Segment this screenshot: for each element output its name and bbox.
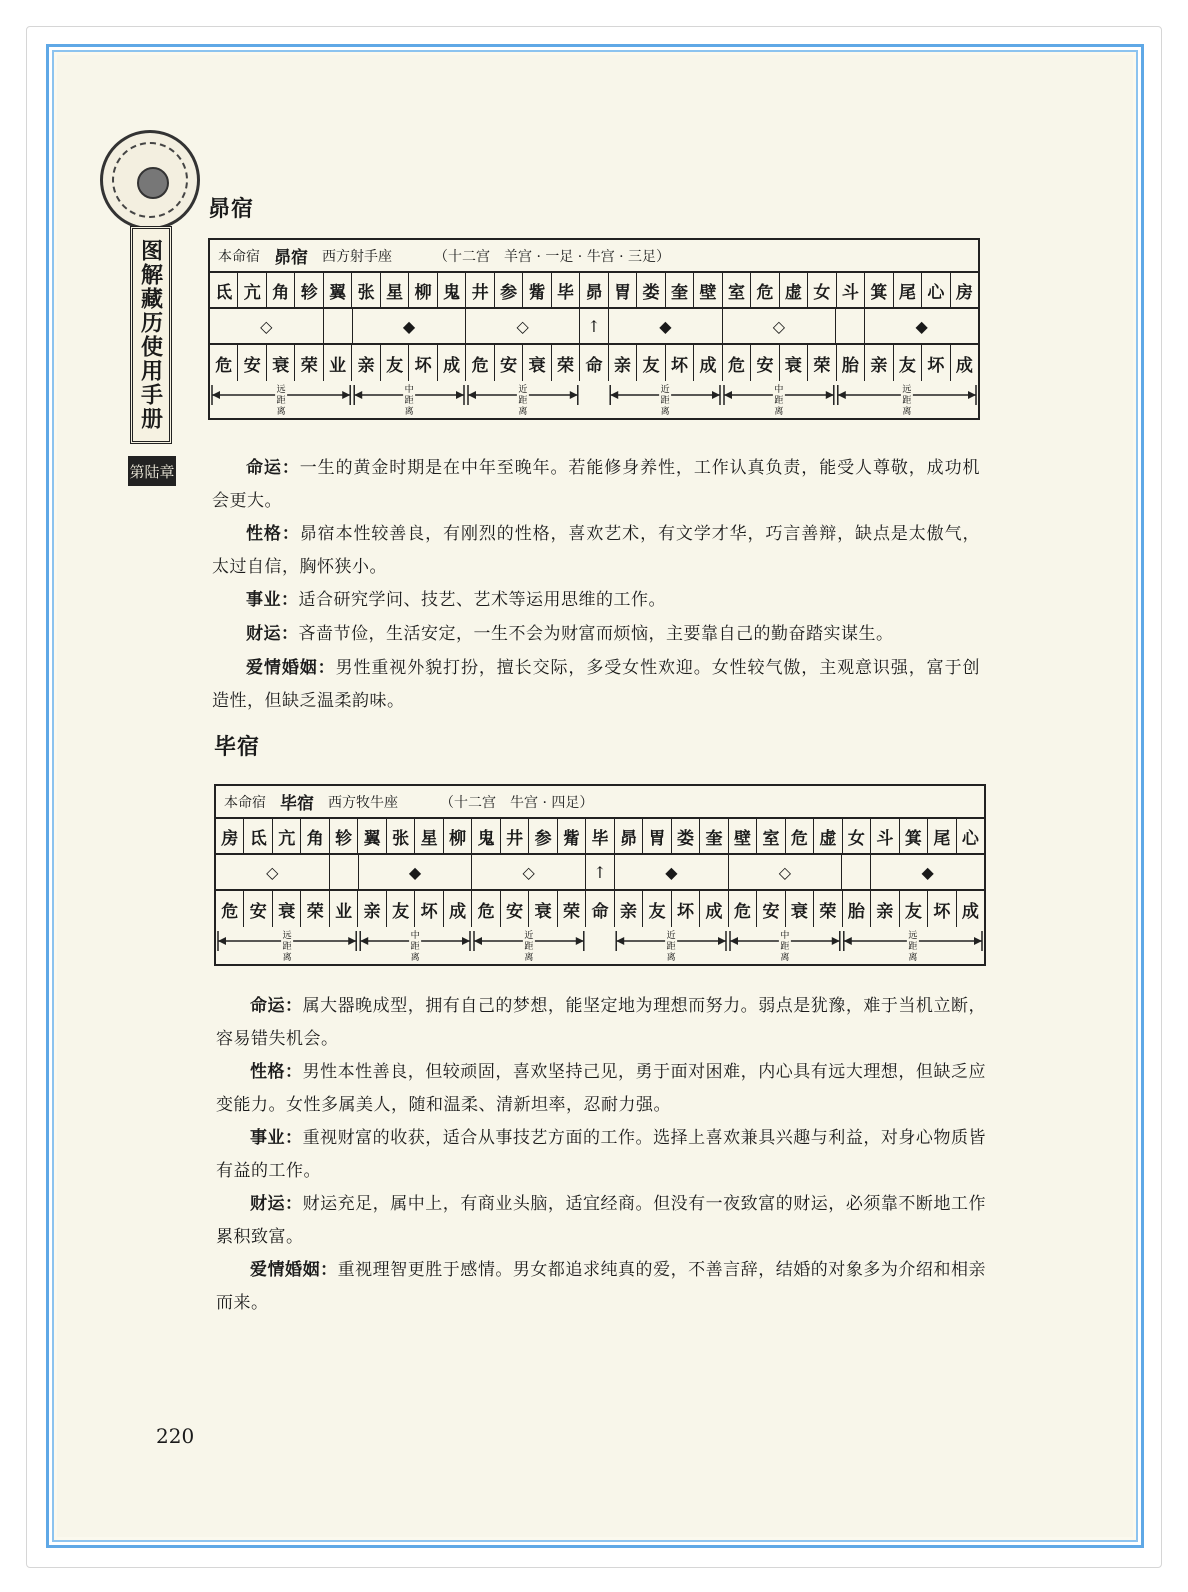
relation-cell: 友 [900, 891, 928, 927]
mansion-cell: 房 [216, 819, 244, 853]
distance-label: 近距离 [524, 931, 534, 963]
mansion-cell: 娄 [672, 819, 700, 853]
relation-cell: 危 [472, 891, 500, 927]
relation-cell: 亲 [352, 345, 380, 381]
mark-cell [330, 855, 359, 889]
distance-segment [610, 383, 720, 417]
relation-row [216, 891, 984, 927]
distance-label: 远距离 [282, 931, 292, 963]
mark-cell [324, 309, 353, 343]
mark-row [216, 855, 984, 891]
mark-cell: ↑ [580, 309, 609, 343]
mansion-cell: 室 [723, 273, 751, 307]
relation-cell: 危 [723, 345, 751, 381]
header-label: 本命宿 [224, 794, 266, 811]
mansion-cell: 翼 [358, 819, 386, 853]
relation-cell: 安 [757, 891, 785, 927]
mansion-cell: 轸 [295, 273, 323, 307]
mansion-cell: 昴 [615, 819, 643, 853]
relation-cell: 衰 [267, 345, 295, 381]
mansion-cell: 胃 [643, 819, 671, 853]
relation-cell: 安 [244, 891, 272, 927]
mark-cell: ◇ [210, 309, 324, 343]
relation-cell: 危 [216, 891, 244, 927]
distance-label: 中距离 [780, 931, 790, 963]
mansion-cell: 毕 [586, 819, 614, 853]
paragraph: 性格：昴宿本性较善良，有刚烈的性格，喜欢艺术，有文学才华，巧言善辩，缺点是太傲气，太过自信，胸怀狭小。 [212, 524, 981, 577]
mansion-cell: 觜 [523, 273, 551, 307]
mansion-cell: 箕 [865, 273, 893, 307]
distance-segment [474, 929, 584, 963]
relation-cell: 胎 [843, 891, 871, 927]
paragraph: 财运：财运充足，属中上，有商业头脑，适宜经商。但没有一夜致富的财运，必须靠不断地工作累积致富。 [216, 1194, 987, 1247]
paragraph: 事业：重视财富的收获，适合从事技艺方面的工作。选择上喜欢兼具兴趣与利益，对身心物质皆有益的工作。 [216, 1128, 987, 1181]
relation-cell: 衰 [786, 891, 814, 927]
mansion-cell: 翼 [324, 273, 352, 307]
relation-cell: 坏 [922, 345, 950, 381]
distance-segment [468, 383, 578, 417]
mark-cell: ↑ [586, 855, 615, 889]
mansion-cell: 危 [786, 819, 814, 853]
paragraph: 命运：属大器晚成型，拥有自己的梦想，能坚定地为理想而努力。弱点是犹豫，难于当机立断，容易错失机会。 [216, 996, 987, 1049]
relation-cell: 衰 [273, 891, 301, 927]
relation-cell: 坏 [409, 345, 437, 381]
mansion-cell: 箕 [900, 819, 928, 853]
mansion-cell: 星 [381, 273, 409, 307]
mansion-cell: 角 [301, 819, 329, 853]
relation-cell: 胎 [837, 345, 865, 381]
mark-cell: ◆ [915, 316, 928, 336]
table-header [216, 786, 984, 819]
relation-cell: 坏 [666, 345, 694, 381]
mansion-cell: 氐 [210, 273, 238, 307]
relation-cell: 亲 [871, 891, 899, 927]
distance-segment [844, 929, 982, 963]
distance-segment [218, 929, 356, 963]
mansion-cell: 昴 [580, 273, 608, 307]
relation-cell: 坏 [415, 891, 443, 927]
mansion-cell: 参 [529, 819, 557, 853]
relation-cell: 荣 [295, 345, 323, 381]
header-mansion: 昴宿 [274, 248, 308, 268]
mansion-cell: 张 [352, 273, 380, 307]
mansion-cell: 危 [751, 273, 779, 307]
relation-cell: 成 [961, 901, 979, 922]
mansion-cell: 心 [922, 273, 950, 307]
relation-cell: 荣 [808, 345, 836, 381]
header-constellation: 西方射手座 [322, 248, 392, 265]
mark-row [210, 309, 978, 345]
relation-cell: 成 [694, 345, 722, 381]
relation-cell: 成 [700, 891, 728, 927]
distance-segment [360, 929, 470, 963]
mansion-cell: 亢 [273, 819, 301, 853]
header-label: 本命宿 [218, 248, 260, 265]
mark-cell: ◇ [723, 309, 837, 343]
relation-cell: 安 [238, 345, 266, 381]
distance-label: 远距离 [902, 385, 912, 417]
mansion-cell: 虚 [780, 273, 808, 307]
relation-cell: 友 [894, 345, 922, 381]
relation-cell: 坏 [672, 891, 700, 927]
mansion-cell: 觜 [558, 819, 586, 853]
relation-cell: 危 [210, 345, 238, 381]
relation-cell: 命 [586, 891, 614, 927]
relation-cell: 荣 [301, 891, 329, 927]
distance-label: 远距离 [276, 385, 286, 417]
mark-cell: ◇ [466, 309, 580, 343]
seal-emblem-icon [100, 130, 200, 230]
mark-cell: ◆ [359, 855, 473, 889]
mansion-cell: 室 [757, 819, 785, 853]
distance-label: 中距离 [404, 385, 414, 417]
mansion-cell: 女 [808, 273, 836, 307]
mansion-cell: 尾 [894, 273, 922, 307]
section-title-2: 毕宿 [214, 734, 261, 760]
relation-cell: 危 [466, 345, 494, 381]
relation-cell: 危 [729, 891, 757, 927]
mansion-cell: 轸 [330, 819, 358, 853]
mansion-cell: 角 [267, 273, 295, 307]
mansion-cell: 娄 [637, 273, 665, 307]
relation-cell: 业 [324, 345, 352, 381]
relation-cell: 安 [751, 345, 779, 381]
mansion-cell: 奎 [700, 819, 728, 853]
distance-segment [724, 383, 834, 417]
relation-cell: 业 [330, 891, 358, 927]
paragraph: 命运：一生的黄金时期是在中年至晚年。若能修身养性，工作认真负责，能受人尊敬，成功机会更大。 [212, 458, 981, 511]
mansion-cell: 井 [501, 819, 529, 853]
distance-ruler [216, 927, 984, 965]
relation-cell: 安 [495, 345, 523, 381]
mansion-cell: 井 [466, 273, 494, 307]
header-mansion: 毕宿 [280, 794, 314, 814]
relation-row [210, 345, 978, 381]
mansion-cell: 鬼 [472, 819, 500, 853]
mansion-cell: 斗 [837, 273, 865, 307]
relation-cell: 亲 [609, 345, 637, 381]
paragraph: 财运：吝啬节俭，生活安定，一生不会为财富而烦恼，主要靠自己的勤奋踏实谋生。 [246, 624, 894, 644]
mark-cell: ◆ [353, 309, 467, 343]
distance-segment [838, 383, 976, 417]
mark-cell: ◆ [615, 855, 729, 889]
paragraph: 爱情婚姻：男性重视外貌打扮，擅长交际，多受女性欢迎。女性较气傲，主观意识强，富于创造性，但缺乏温柔韵味。 [212, 658, 980, 711]
relation-cell: 亲 [358, 891, 386, 927]
header-constellation: 西方牧牛座 [328, 794, 398, 811]
mansion-cell: 尾 [928, 819, 956, 853]
header-palace: （十二宫 羊宫 · 一足 · 牛宫 · 三足） [434, 248, 671, 265]
mansion-row [210, 273, 978, 309]
distance-segment [354, 383, 464, 417]
mark-cell: ◆ [609, 309, 723, 343]
relation-cell: 友 [643, 891, 671, 927]
mansion-cell: 斗 [871, 819, 899, 853]
mansion-row [216, 819, 984, 855]
mark-cell [836, 309, 865, 343]
relation-cell: 成 [438, 345, 466, 381]
mark-cell: ◇ [472, 855, 586, 889]
mansion-cell: 参 [495, 273, 523, 307]
relation-cell: 友 [637, 345, 665, 381]
relation-cell: 荣 [552, 345, 580, 381]
relation-cell: 荣 [814, 891, 842, 927]
relation-cell: 衰 [529, 891, 557, 927]
relation-cell: 坏 [928, 891, 956, 927]
distance-label: 中距离 [774, 385, 784, 417]
paragraph: 事业：适合研究学问、技艺、艺术等运用思维的工作。 [246, 590, 666, 610]
distance-segment [616, 929, 726, 963]
mansion-cell: 房 [955, 282, 973, 303]
paragraph: 爱情婚姻：重视理智更胜于感情。男女都追求纯真的爱，不善言辞，结婚的对象多为介绍和相亲而来。 [216, 1260, 987, 1313]
relation-cell: 亲 [865, 345, 893, 381]
header-palace: （十二宫 牛宫 · 四足） [440, 794, 594, 811]
mansion-cell: 张 [387, 819, 415, 853]
relation-cell: 友 [381, 345, 409, 381]
relation-cell: 衰 [523, 345, 551, 381]
relation-cell: 荣 [558, 891, 586, 927]
mansion-cell: 亢 [238, 273, 266, 307]
distance-label: 中距离 [410, 931, 420, 963]
mark-cell: ◆ [921, 862, 934, 882]
mansion-cell: 壁 [729, 819, 757, 853]
relation-cell: 命 [580, 345, 608, 381]
table-header [210, 240, 978, 273]
relation-cell: 安 [501, 891, 529, 927]
distance-label: 远距离 [908, 931, 918, 963]
mark-cell: ◇ [729, 855, 843, 889]
section-title-1: 昴宿 [208, 196, 255, 222]
mansion-cell: 氐 [244, 819, 272, 853]
distance-ruler [210, 381, 978, 419]
mansion-table-1 [208, 238, 980, 420]
mansion-cell: 胃 [609, 273, 637, 307]
distance-label: 近距离 [518, 385, 528, 417]
paragraph: 性格：男性本性善良，但较顽固，喜欢坚持己见，勇于面对困难，内心具有远大理想，但缺乏应变能力。女性多属美人，随和温柔、清新坦率，忍耐力强。 [216, 1062, 987, 1115]
distance-label: 近距离 [666, 931, 676, 963]
mansion-cell: 奎 [666, 273, 694, 307]
distance-segment [730, 929, 840, 963]
mark-cell [842, 855, 871, 889]
page-number: 220 [156, 1424, 195, 1448]
distance-label: 近距离 [660, 385, 670, 417]
mark-cell: ◇ [216, 855, 330, 889]
relation-cell: 衰 [780, 345, 808, 381]
mansion-cell: 鬼 [438, 273, 466, 307]
mansion-cell: 星 [415, 819, 443, 853]
relation-cell: 亲 [615, 891, 643, 927]
mansion-cell: 柳 [444, 819, 472, 853]
mansion-cell: 柳 [409, 273, 437, 307]
relation-cell: 成 [444, 891, 472, 927]
book-title-vertical: 图解藏历使用手册 [130, 226, 172, 444]
mansion-cell: 虚 [814, 819, 842, 853]
distance-segment [212, 383, 350, 417]
mansion-cell: 毕 [552, 273, 580, 307]
mansion-table-2 [214, 784, 986, 966]
relation-cell: 友 [387, 891, 415, 927]
chapter-label: 第陆章 [128, 456, 176, 486]
mansion-cell: 女 [843, 819, 871, 853]
relation-cell: 成 [955, 355, 973, 376]
mansion-cell: 心 [961, 828, 979, 849]
mansion-cell: 壁 [694, 273, 722, 307]
